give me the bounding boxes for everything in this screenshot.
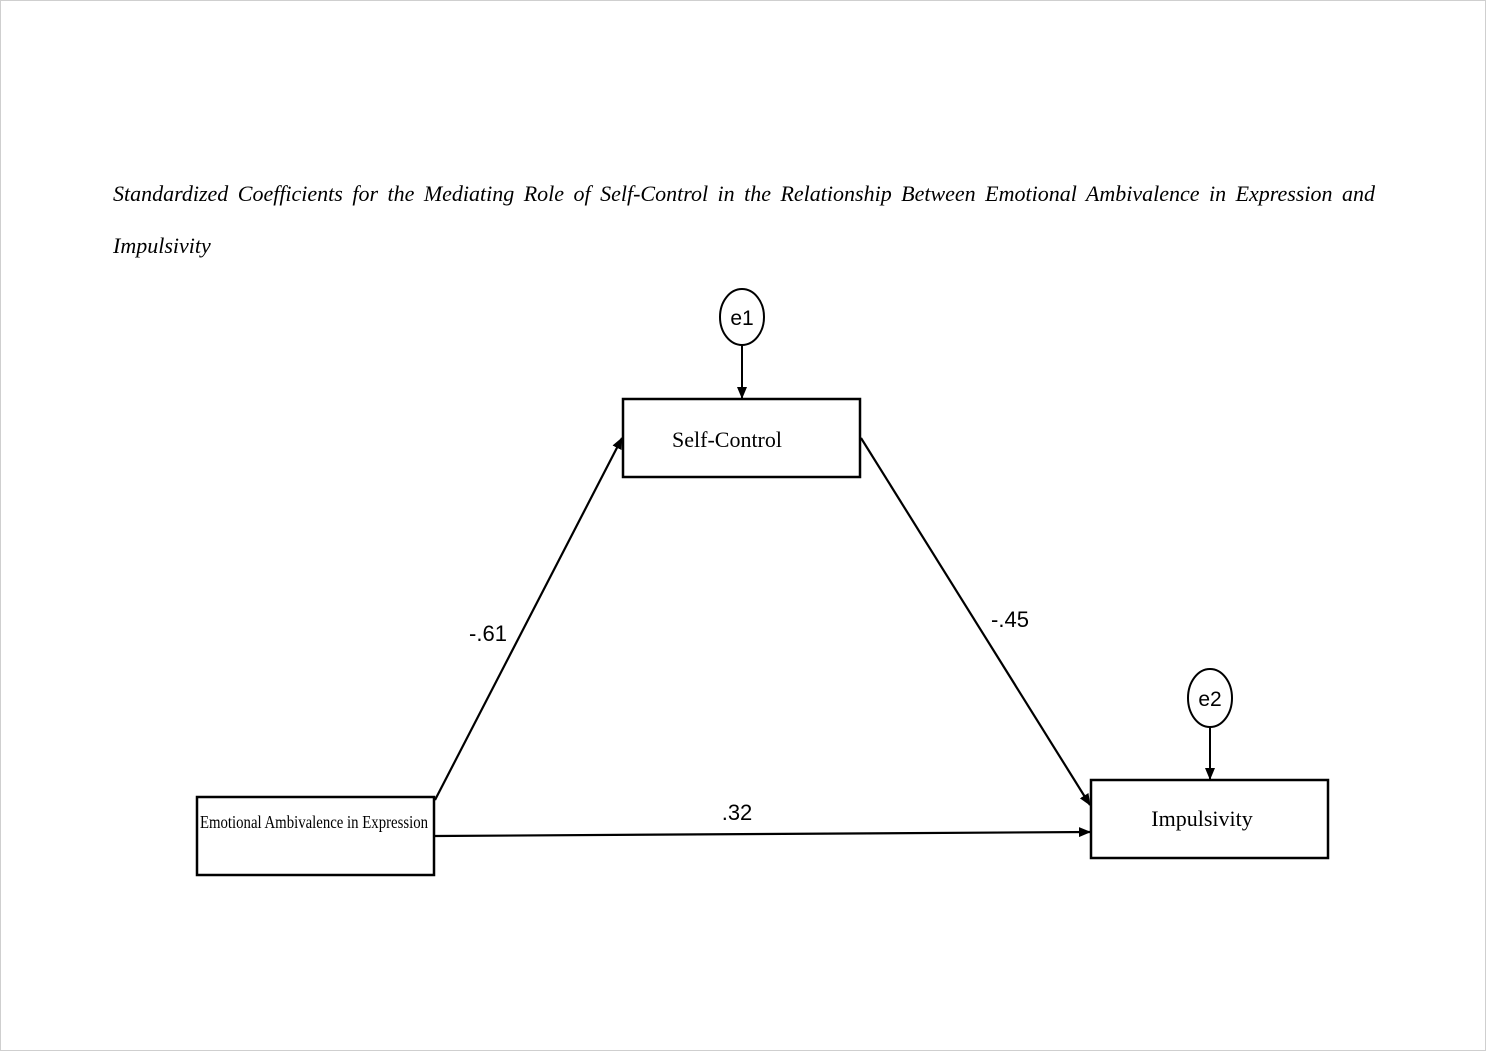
outcome-box <box>1091 780 1328 858</box>
mediator-box <box>623 399 860 477</box>
path-a-arrow <box>435 438 622 800</box>
path-c-prime-arrow <box>435 832 1090 836</box>
path-b-coefficient: -.45 <box>991 607 1029 632</box>
figure-caption: Standardized Coefficients for the Mediating Role of Self-Control in the Relationship Between Emotional Ambivalence in Expression and Impulsivity <box>113 181 1375 258</box>
predictor-box <box>197 797 434 875</box>
e2-label: e2 <box>1198 688 1222 711</box>
outcome-label: Impulsivity <box>1151 806 1253 831</box>
mediator-label: Self-Control <box>672 427 782 452</box>
path-a-coefficient: -.61 <box>469 621 507 646</box>
predictor-label: Emotional Ambivalence in Expression <box>200 812 428 832</box>
path-c-prime-coefficient: .32 <box>721 800 753 825</box>
error-term-e1 <box>720 289 764 345</box>
e1-label: e1 <box>730 307 754 330</box>
path-b-arrow <box>861 438 1090 805</box>
error-term-e2 <box>1188 669 1232 727</box>
